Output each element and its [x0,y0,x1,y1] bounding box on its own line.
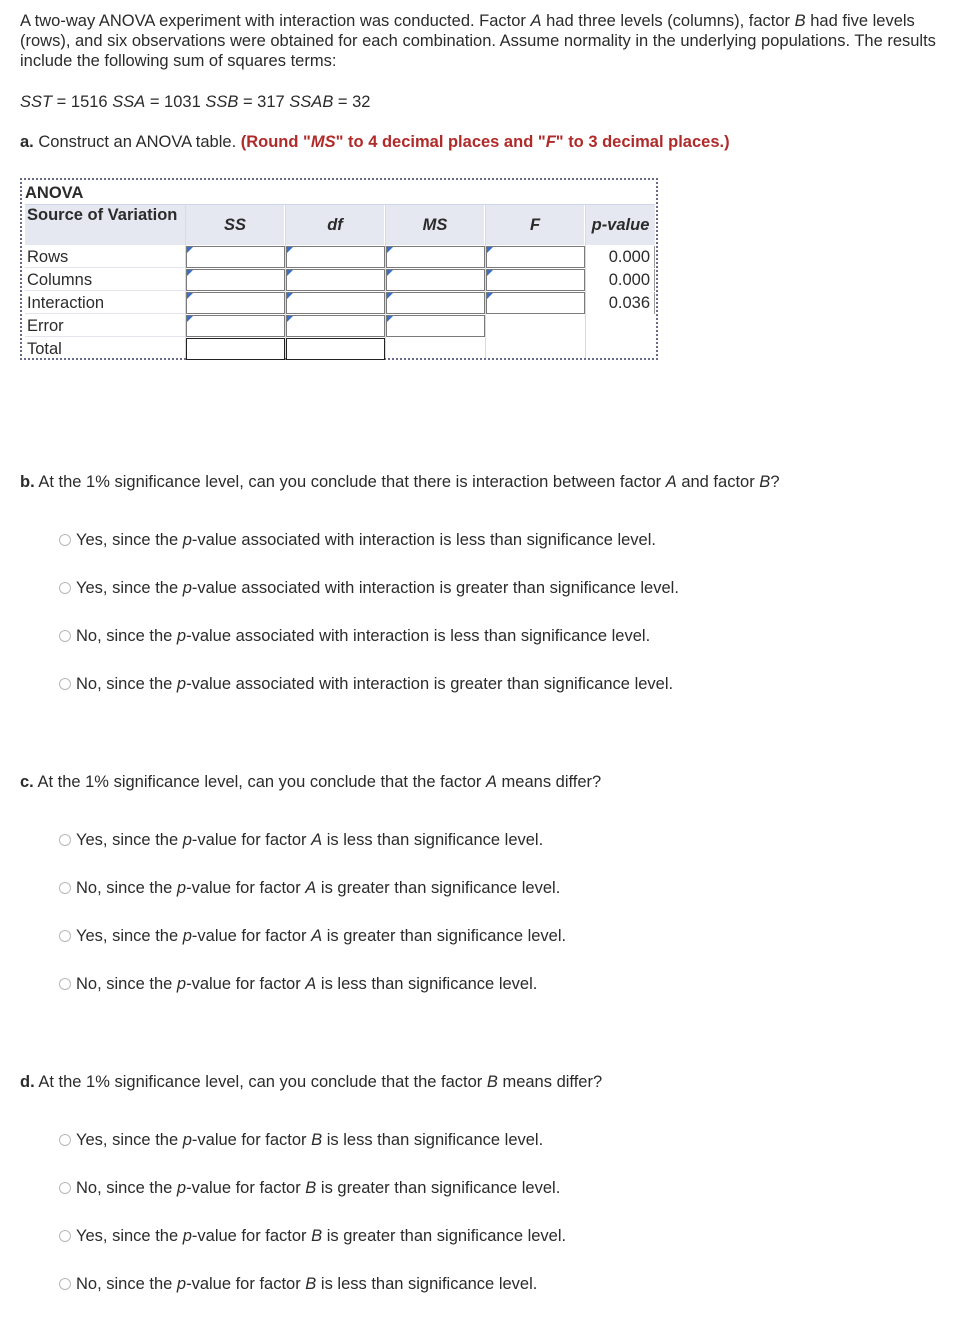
rounding-note-ms: MS [310,133,336,151]
part-b-option-1[interactable] [59,529,656,551]
df-column-header: df [285,205,384,245]
rounding-note-f: F [545,133,556,151]
option-text [76,829,543,851]
error-ss-input[interactable] [186,315,285,337]
option-tail: is greater than significance level. [316,879,561,897]
option-tail: is greater than significance level. [316,1179,561,1197]
part-d-text-1: At the 1% significance level, can you conclude that the factor [34,1073,487,1091]
radio-button[interactable] [59,534,71,546]
option-tail: is less than significance level. [316,975,538,993]
option-text [76,877,560,899]
ssab-name: SSAB [289,93,334,111]
option-p: p [182,831,192,849]
option-lead: Yes, since the [76,1227,183,1245]
anova-table [20,178,658,360]
part-c-factor: A [485,773,497,791]
ssab-value: = 32 [333,93,371,111]
intro-text-1: A two-way ANOVA experiment with interaction was conducted. Factor [20,12,531,30]
radio-button[interactable] [59,1134,71,1146]
rounding-note-1: (Round " [240,133,311,151]
part-d-option-2[interactable] [59,1177,560,1199]
option-p: p [176,1179,187,1197]
ms-column-header: MS [385,205,484,245]
option-mid: -value for factor [186,1179,306,1197]
radio-button[interactable] [59,582,71,594]
option-text [76,1177,560,1199]
option-lead: Yes, since the [76,531,183,549]
radio-button[interactable] [59,1182,71,1194]
part-b-factor-b: B [759,473,771,491]
p-value-column-header: p-value [585,205,655,245]
option-tail: -value associated with interaction is greater than significance level. [191,579,679,597]
option-lead: No, since the [76,1179,177,1197]
option-lead: No, since the [76,1275,177,1293]
option-factor: A [305,975,317,993]
option-p: p [182,927,192,945]
rounding-note-2: " to 4 decimal places and " [335,133,546,151]
option-p: p [182,1227,192,1245]
option-tail: is greater than significance level. [322,927,567,945]
radio-button[interactable] [59,882,71,894]
option-tail: -value associated with interaction is less than significance level. [191,531,656,549]
total-df-input[interactable] [286,338,385,360]
f-column-header: F [485,205,584,245]
rows-df-input[interactable] [286,246,385,268]
option-mid: -value for factor [186,879,306,897]
part-c-heading [20,772,601,792]
sst-value: = 1516 [52,93,113,111]
option-mid: -value for factor [191,831,312,849]
radio-button[interactable] [59,834,71,846]
option-tail: is less than significance level. [316,1275,538,1293]
interaction-df-input[interactable] [286,292,385,314]
part-c-option-3[interactable] [59,925,566,947]
option-mid: -value for factor [191,1227,312,1245]
part-b-label: b. [20,473,35,491]
part-d-option-3[interactable] [59,1225,566,1247]
option-mid: -value for factor [186,975,306,993]
option-p: p [176,1275,187,1293]
anova-table-title: ANOVA [25,183,655,205]
factor-b-symbol: B [794,12,806,30]
part-a-text: Construct an ANOVA table. [33,133,241,151]
rounding-note [241,133,730,151]
option-lead: Yes, since the [76,579,183,597]
radio-button[interactable] [59,978,71,990]
factor-a-symbol: A [530,12,542,30]
part-d-factor: B [486,1073,498,1091]
option-factor: B [305,1275,317,1293]
part-d-label: d. [20,1073,35,1091]
option-lead: No, since the [76,675,177,693]
rows-ss-input[interactable] [186,246,285,268]
radio-button[interactable] [59,1230,71,1242]
option-lead: No, since the [76,975,177,993]
part-b-text-2: and factor [676,473,760,491]
option-p: p [176,675,187,693]
ssa-name: SSA [112,93,146,111]
interaction-ms-input[interactable] [386,292,485,314]
columns-ss-input[interactable] [186,269,285,291]
sst-name: SST [20,93,53,111]
option-tail: is less than significance level. [322,831,544,849]
rounding-note-3: " to 3 decimal places.) [555,133,730,151]
option-tail: is less than significance level. [322,1131,544,1149]
part-b-heading [20,472,780,492]
option-text [76,1129,543,1151]
option-factor: B [311,1227,323,1245]
source-of-variation-header: Source of Variation [25,205,185,245]
option-factor: B [311,1131,323,1149]
columns-df-input[interactable] [286,269,385,291]
part-c-option-1[interactable] [59,829,543,851]
option-mid: -value for factor [191,927,312,945]
total-ss-input[interactable] [186,338,285,360]
option-lead: Yes, since the [76,831,183,849]
part-a-label: a. [20,133,34,151]
sum-of-squares-line [20,92,371,112]
rows-p-value: 0.000 [586,246,655,268]
intro-text-3: had five levels (rows), and six observations were obtained for each combination. Assume normality in the underlying populations. The results include the following sum of squares terms: [20,12,936,70]
option-p: p [176,627,187,645]
part-d-option-1[interactable] [59,1129,543,1151]
option-p: p [182,1131,192,1149]
part-b-text-3: ? [770,473,780,491]
radio-button[interactable] [59,630,71,642]
part-c-text-2: means differ? [496,773,602,791]
row-label-rows: Rows [25,246,185,268]
ssb-name: SSB [205,93,239,111]
option-p: p [176,879,187,897]
option-mid: -value for factor [191,1131,312,1149]
part-c-option-4[interactable] [59,973,537,995]
ssb-value: = 317 [238,93,290,111]
option-lead: No, since the [76,627,177,645]
part-b-factor-a: A [665,473,677,491]
option-mid: -value for factor [186,1275,306,1293]
option-text [76,973,537,995]
option-factor: A [305,879,317,897]
radio-button[interactable] [59,678,71,690]
option-tail: -value associated with interaction is greater than significance level. [186,675,674,693]
row-label-interaction: Interaction [25,292,185,314]
option-text [76,625,650,647]
part-c-label: c. [20,773,34,791]
option-text [76,673,673,695]
radio-button[interactable] [59,1278,71,1290]
part-d-text-2: means differ? [497,1073,603,1091]
option-p: p [182,531,192,549]
option-lead: Yes, since the [76,927,183,945]
interaction-f-input[interactable] [486,292,585,314]
option-lead: Yes, since the [76,1131,183,1149]
option-tail: -value associated with interaction is less than significance level. [186,627,651,645]
option-factor: A [311,831,323,849]
columns-p-value: 0.000 [586,269,655,291]
error-df-input[interactable] [286,315,385,337]
option-text [76,925,566,947]
part-b-option-2[interactable] [59,577,679,599]
error-ms-input[interactable] [386,315,485,337]
part-b-option-4[interactable] [59,673,673,695]
option-text [76,529,656,551]
option-text [76,1225,566,1247]
interaction-ss-input[interactable] [186,292,285,314]
part-d-heading [20,1072,602,1092]
ss-column-header: SS [185,205,284,245]
radio-button[interactable] [59,930,71,942]
columns-f-input[interactable] [486,269,585,291]
intro-text-2: had three levels (columns), factor [541,12,795,30]
part-c-option-2[interactable] [59,877,560,899]
ssa-value: = 1031 [145,93,206,111]
part-b-option-3[interactable] [59,625,650,647]
row-label-total: Total [27,340,62,358]
option-text [76,577,679,599]
rows-ms-input[interactable] [386,246,485,268]
part-d-option-4[interactable] [59,1273,537,1295]
part-b-text-1: At the 1% significance level, can you conclude that there is interaction between factor [34,473,666,491]
columns-ms-input[interactable] [386,269,485,291]
option-text [76,1273,537,1295]
option-factor: B [305,1179,317,1197]
part-c-text-1: At the 1% significance level, can you conclude that the factor [33,773,486,791]
option-factor: A [311,927,323,945]
row-label-error: Error [25,315,185,337]
option-p: p [176,975,187,993]
option-tail: is greater than significance level. [322,1227,567,1245]
row-label-columns: Columns [25,269,185,291]
option-p: p [182,579,192,597]
option-lead: No, since the [76,879,177,897]
part-a-heading [20,132,730,152]
interaction-p-value: 0.036 [586,292,655,314]
problem-intro [20,11,948,71]
rows-f-input[interactable] [486,246,585,268]
